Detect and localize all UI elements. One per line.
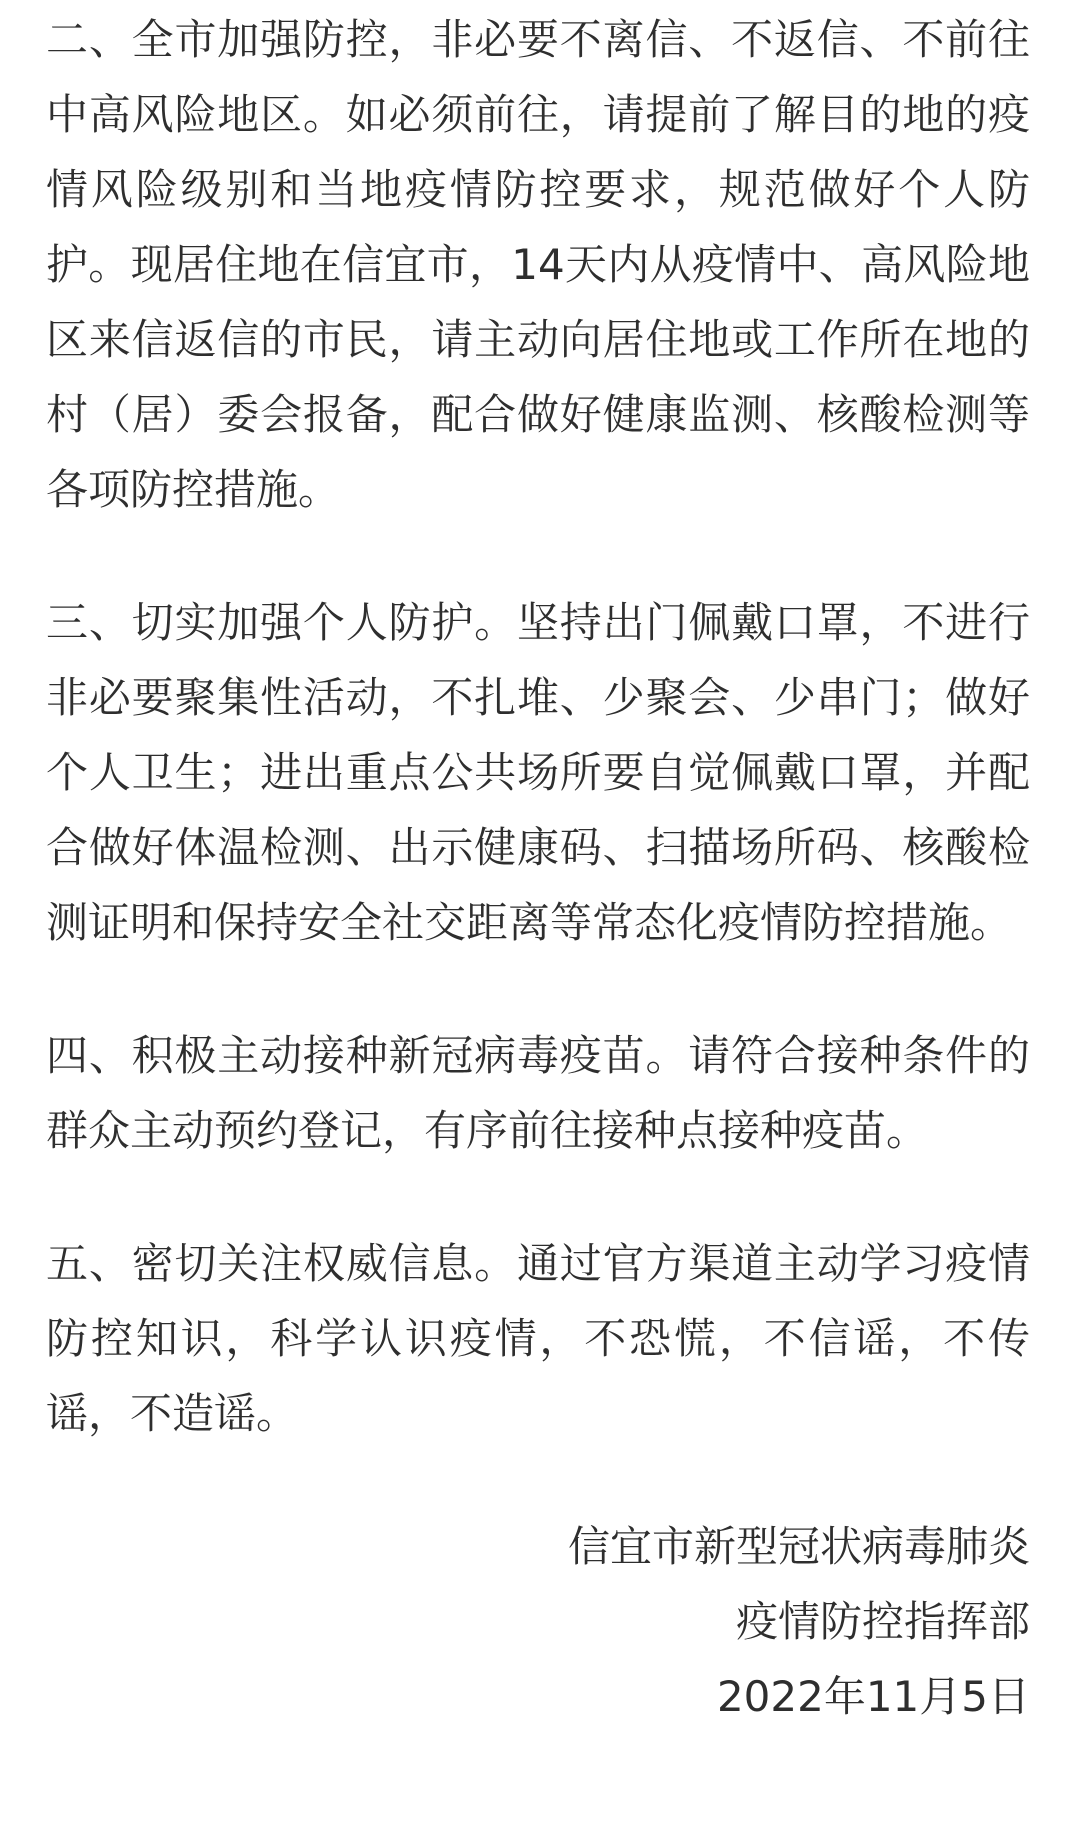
signature-date: 2022年11月5日 [716,1672,1030,1721]
notice-paragraph-item-4: 四、积极主动接种新冠病毒疫苗。请符合接种条件的群众主动预约登记，有序前往接种点接种疫苗。 [46,1031,1030,1155]
notice-paragraph-item-5: 五、密切关注权威信息。通过官方渠道主动学习疫情防控知识，科学认识疫情，不恐慌，不信谣，不传谣，不造谣。 [46,1239,1030,1438]
signature-issuer-line-2: 疫情防控指挥部 [735,1597,1030,1646]
signature-issuer-line-1: 信宜市新型冠状病毒肺炎 [567,1522,1030,1571]
notice-paragraph-item-2: 二、全市加强防控，非必要不离信、不返信、不前往中高风险地区。如必须前往，请提前了解目的地的疫情风险级别和当地疫情防控要求，规范做好个人防护。现居住地在信宜市，14天内从疫情中、高风险地区来信返信的市民，请主动向居住地或工作所在地的村（居）委会报备，配合做好健康监测、核酸检测等各项防控措施。 [46,15,1030,514]
signature-block [46,1509,1030,1734]
notice-paragraph-item-3: 三、切实加强个人防护。坚持出门佩戴口罩，不进行非必要聚集性活动，不扎堆、少聚会、少串门；做好个人卫生；进出重点公共场所要自觉佩戴口罩，并配合做好体温检测、出示健康码、扫描场所码、核酸检测证明和保持安全社交距离等常态化疫情防控措施。 [46,598,1030,947]
